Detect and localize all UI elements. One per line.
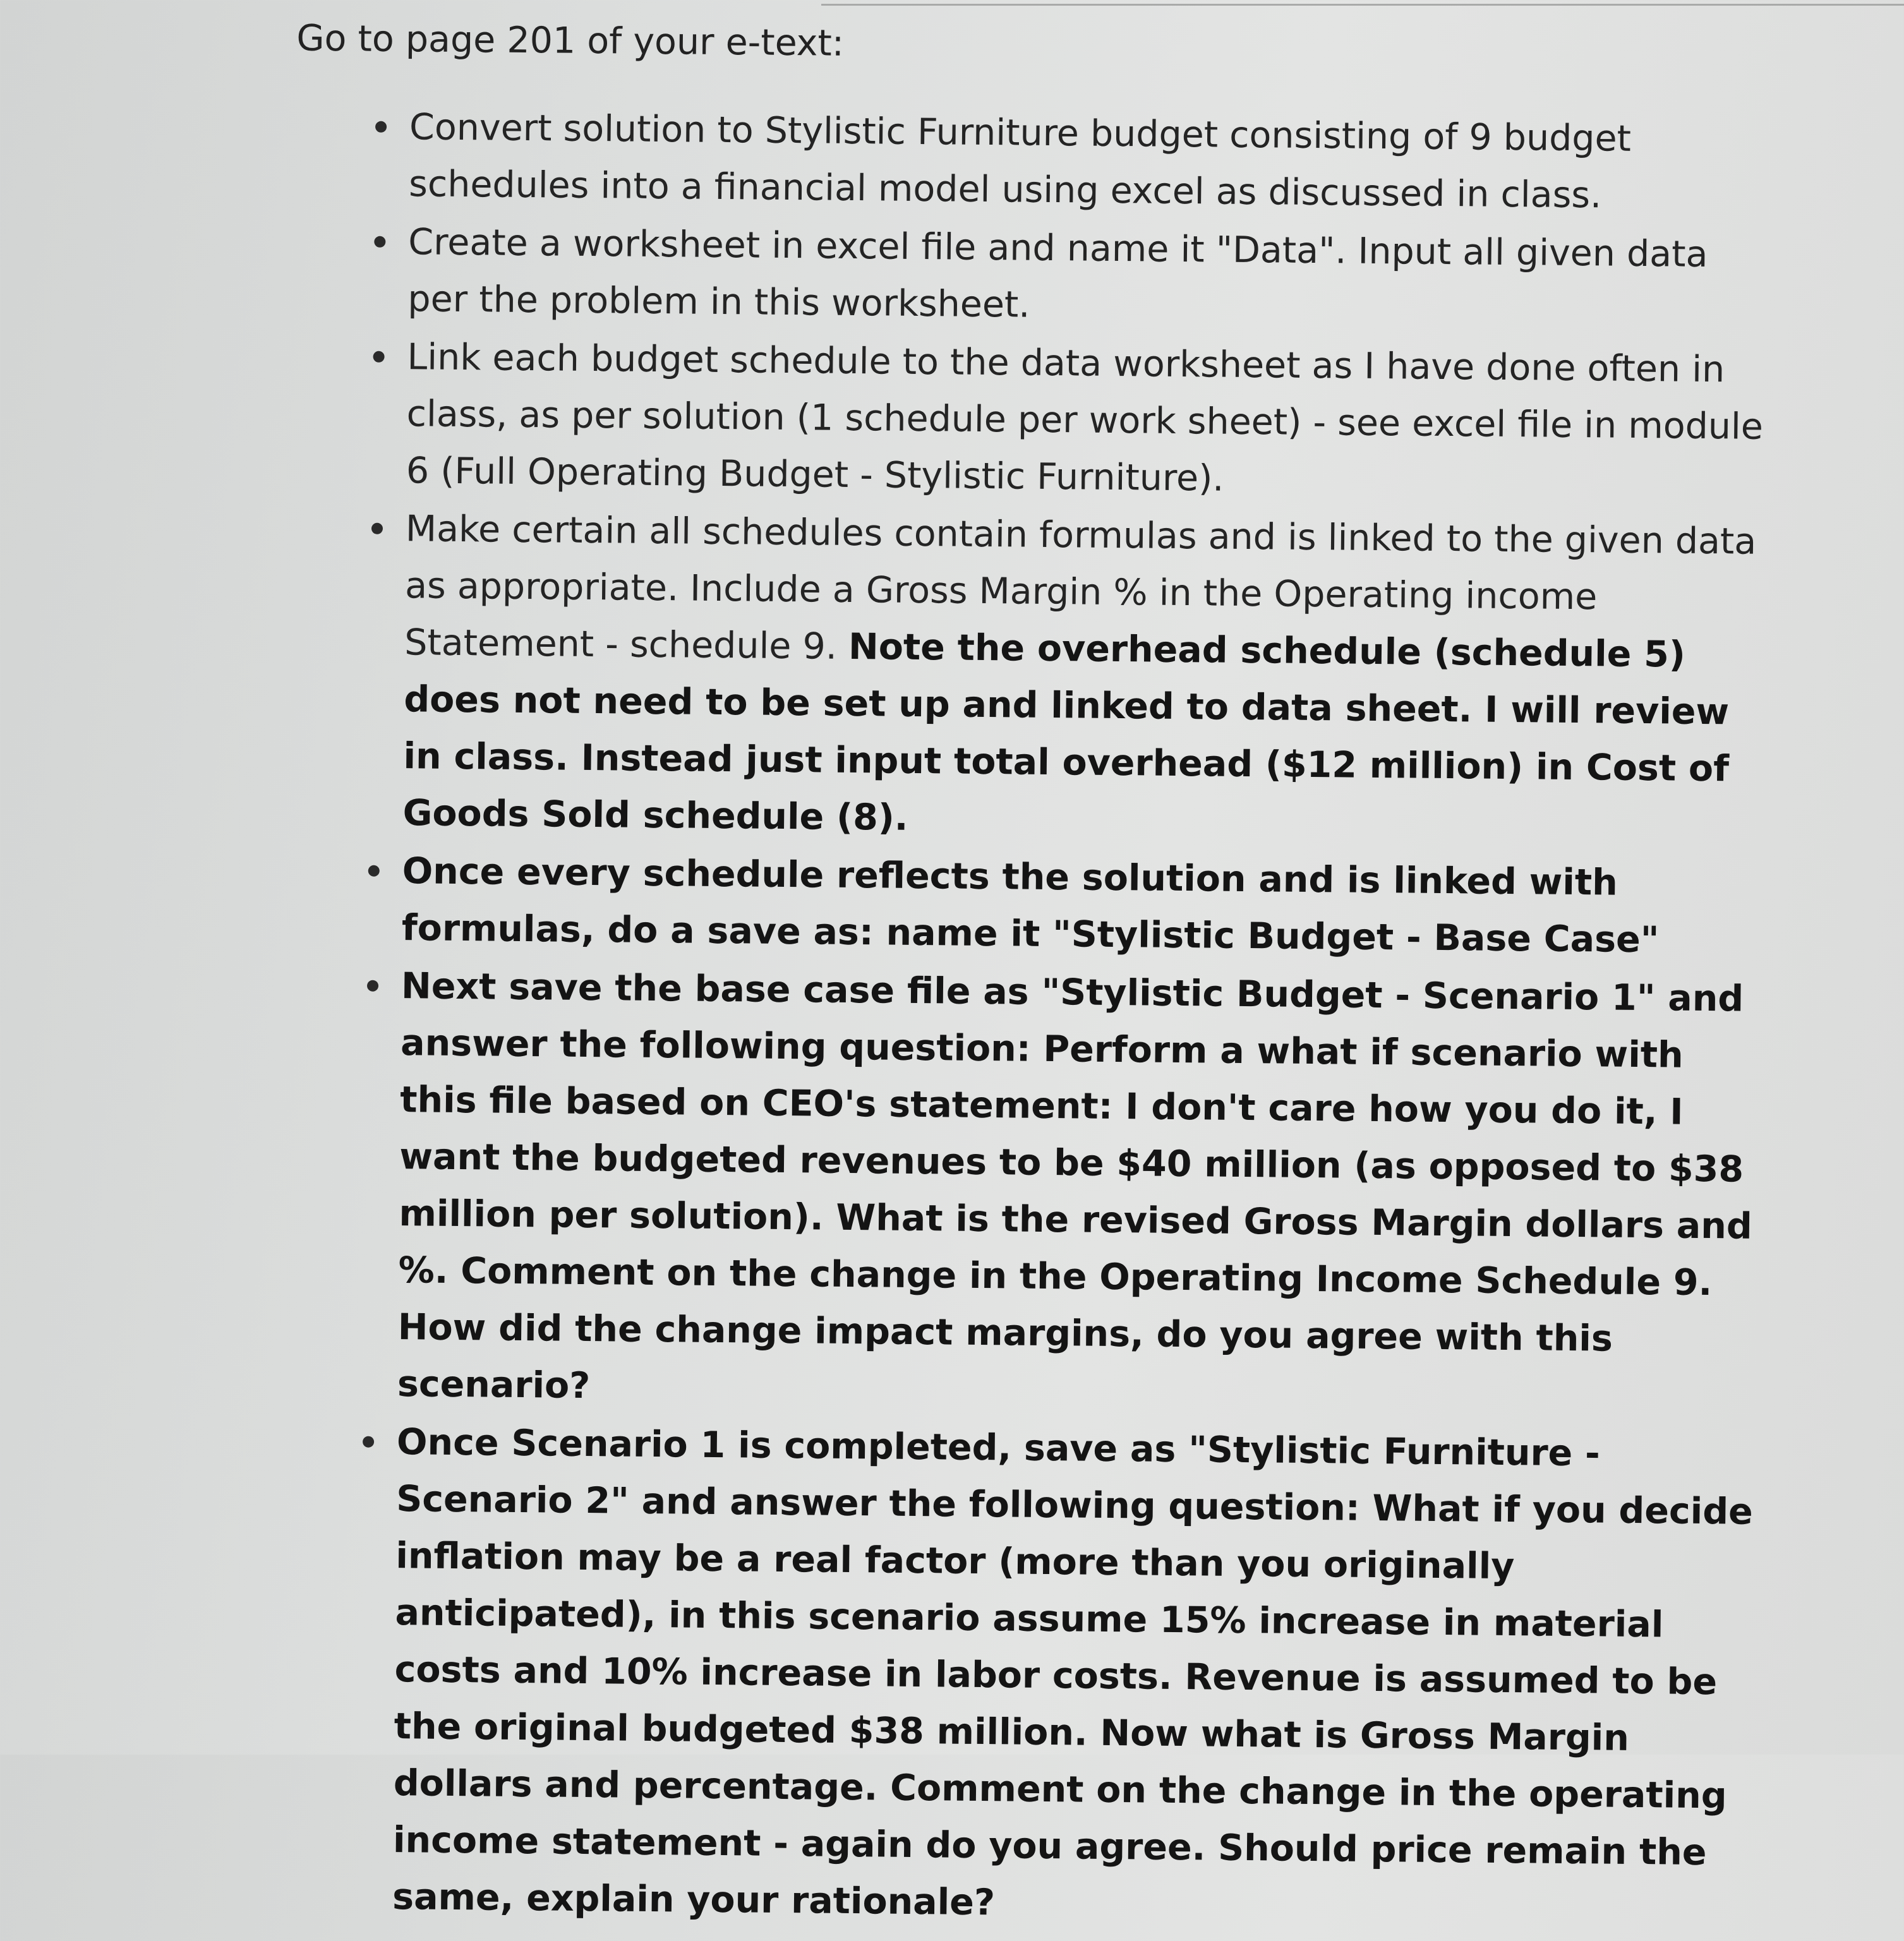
list-item (406, 328, 1765, 512)
list-item (402, 500, 1764, 855)
task-list (392, 99, 1768, 1940)
task-text: Link each budget schedule to the data worksheet as I have done often in class, as per solution (1 schedule per work sheet) - see excel file in module 6 (Full Operating Budget - Stylistic Furniture). (406, 336, 1764, 500)
intro-line: Go to page 201 of your e-text: (296, 17, 845, 64)
bullet-icon (363, 1436, 374, 1448)
top-divider (821, 4, 1904, 6)
task-text-bold: Once Scenario 1 is completed, save as "Stylistic Furniture - Scenario 2" and answer the following question: What if you decide inflation may be a real factor (more than you originally anticipated), in this scenario assume 15% increase in material costs and 10% increase in labor costs. Revenue is assumed to be the original budgeted $38 million. Now what is Gross Margin dollars and percentage. Comment on the change in the operating income statement - again do you agree. Should price remain the same, explain your rationale? (392, 1421, 1754, 1924)
list-item (409, 99, 1768, 225)
bullet-icon (374, 236, 385, 248)
task-text: Make certain all schedules contain formulas and is linked to the given data as appropriate. Include a Gross Margin % in the Operating income Statement - schedule 9. (404, 508, 1757, 668)
bullet-icon (371, 523, 383, 534)
bullet-icon (367, 980, 378, 992)
task-text-bold: Note the overhead schedule (schedule 5) does not need to be set up and linked to data sheet. I will review in class. Instead just input total overhead ($12 million) in Cost of Goods Sold schedule (8). (402, 625, 1730, 839)
list-item (401, 843, 1761, 970)
task-text-bold: Next save the base case file as "Stylistic Budget - Scenario 1" and answer the following question: Perform a what if scenario with this file based on CEO's statement: I don't care how you do it, I want the budgeted revenues to be $40 million (as opposed to $38 million per solution). What is the revised Gross Margin dollars and %. Comment on the change in the Operating Income Schedule 9. How did the change impact margins, do you agree with this scenario? (397, 965, 1753, 1407)
task-text-bold: Once every schedule reflects the solution and is linked with formulas, do a save as: name it "Stylistic Budget - Base Case" (401, 850, 1660, 961)
bullet-icon (368, 865, 380, 877)
list-item (397, 958, 1760, 1426)
bullet-icon (375, 121, 387, 133)
bullet-icon (373, 351, 385, 363)
task-text: Create a worksheet in excel file and name it "Data". Input all given data per the problem in this worksheet. (407, 221, 1708, 326)
task-text: Convert solution to Stylistic Furniture budget consisting of 9 budget schedules into a financial model using excel as discussed in class. (408, 106, 1632, 217)
list-item (407, 213, 1767, 340)
list-item (392, 1414, 1756, 1938)
